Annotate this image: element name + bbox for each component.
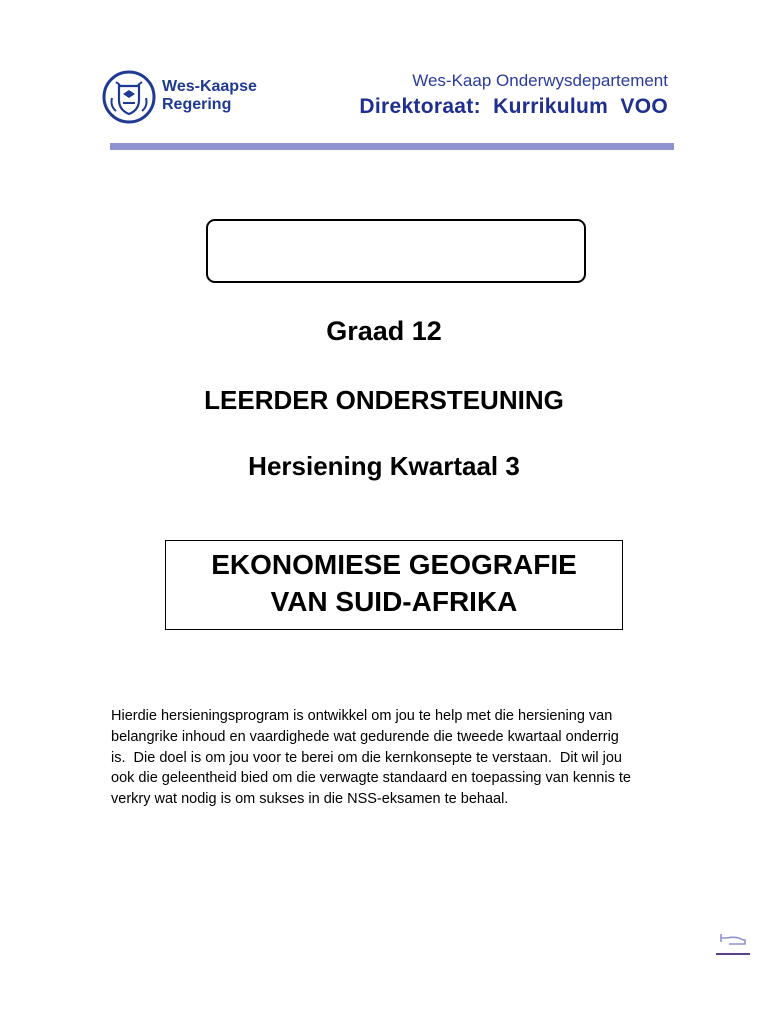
subject-title-line2: VAN SUID-AFRIKA	[270, 586, 518, 617]
intro-line: is. Die doel is om jou voor te berei om die kernkonsepte te verstaan. Dit wil jou	[111, 749, 622, 766]
department-block	[359, 70, 668, 122]
document-header	[100, 66, 674, 130]
support-heading: LEERDER ONDERSTEUNING	[204, 385, 564, 415]
government-name-line2: Regering	[162, 96, 232, 113]
grade-heading: Graad 12	[326, 316, 442, 346]
coat-of-arms-icon	[102, 70, 156, 124]
revision-heading: Hersiening Kwartaal 3	[248, 451, 520, 481]
header-divider	[110, 143, 674, 150]
directorate-name: Direktoraat: Kurrikulum VOO	[359, 95, 668, 118]
intro-line: verkry wat nodig is om sukses in die NSS-eksamen te behaal.	[111, 791, 509, 808]
learner-name-box	[206, 219, 586, 283]
government-name	[162, 78, 257, 114]
intro-line: Hierdie hersieningsprogram is ontwikkel om jou te help met die hersiening van	[111, 708, 613, 724]
government-name-line1: Wes-Kaapse	[162, 78, 257, 95]
intro-line: ook die geleentheid bied om die verwagte standaard en toepassing van kennis te	[111, 770, 631, 787]
department-name: Wes-Kaap Onderwysdepartement	[412, 71, 668, 90]
intro-paragraph	[111, 706, 711, 810]
subject-title-box	[165, 540, 623, 630]
intro-line: belangrike inhoud en vaardighede wat gedurende die tweede kwartaal onderrig	[111, 728, 619, 745]
subject-title-line1: EKONOMIESE GEOGRAFIE	[211, 549, 577, 580]
page-curl-icon	[716, 926, 750, 956]
